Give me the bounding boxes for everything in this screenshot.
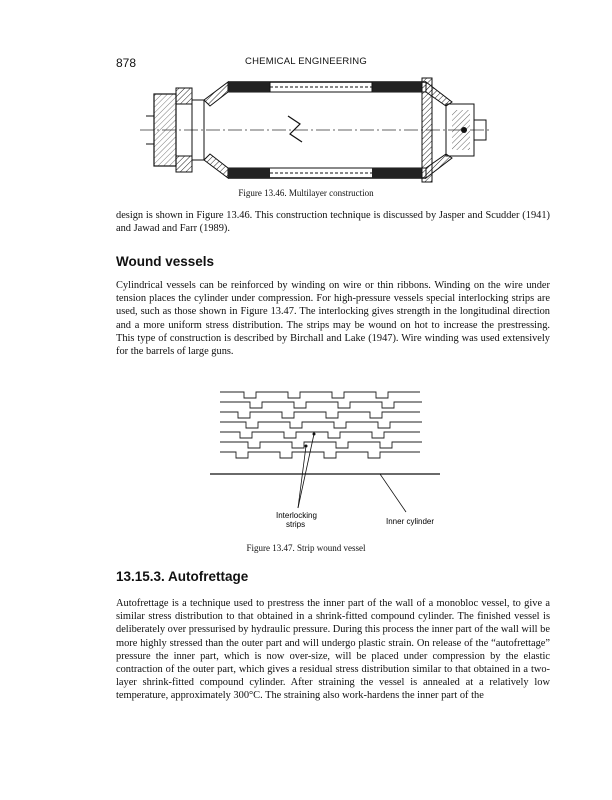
figure-caption-1346: Figure 13.46. Multilayer construction <box>238 188 374 198</box>
heading-wound-vessels: Wound vessels <box>116 254 215 269</box>
page-number: 878 <box>116 56 137 70</box>
layer-band-left <box>228 82 270 92</box>
heading-autofrettage: 13.15.3. Autofrettage <box>116 569 249 584</box>
paragraph-autofrettage: Autofrettage is a technique used to prestress the inner part of the wall of a monobloc vessel, to give a similar stress distribution to that obtained in a shrink-fitted compound cylinder. The finished vessel is deliberately over pressurised by hydraulic pressure. During this process the inner part of the wall will be more highly stressed than the outer part and will undergo plastic strain. On release of the “autofrettage” pressure the inner part, which is now over-size, will be placed under compression by the elastic contraction of the outer part, which gives a residual stress distribution similar to that obtained in a two-layer shrink-fitted compound cylinder. After straining the vessel is annealed at a relatively low temperature, approximately 300°C. The straining also work-hardens the inner part of the <box>116 598 550 702</box>
label-inner-cylinder: Inner cylinder <box>386 517 435 526</box>
label-strips: strips <box>286 520 306 529</box>
figure-strip-wound-vessel <box>210 384 446 534</box>
page-header <box>0 56 612 70</box>
leader-inner-cylinder <box>380 474 406 512</box>
paragraph-intro: design is shown in Figure 13.46. This construction technique is discussed by Jasper and Scudder (1941) and Jawad and Farr (1989). <box>116 210 550 235</box>
figure-caption-1347: Figure 13.47. Strip wound vessel <box>246 543 366 553</box>
label-interlocking: Interlocking <box>276 511 317 520</box>
break-mark <box>288 116 302 142</box>
interlocking-strip-layers <box>220 392 422 458</box>
running-title: CHEMICAL ENGINEERING <box>245 56 367 67</box>
left-cone <box>204 82 228 106</box>
layer-band-right <box>372 82 422 92</box>
figure-multilayer-vessel <box>140 76 492 184</box>
paragraph-wound-vessels: Cylindrical vessels can be reinforced by winding on wire or thin ribbons. Winding on the wire under tension places the cylinder under compression. For high-pressure vessels special interlocking strips are used, such as those shown in Figure 13.47. The interlocking gives strength in the longitudinal direction and a more uniform stress distribution. The strips may be wound on hot to increase the prestressing. This type of construction is described by Birchall and Lake (1947). Wire winding was used extensively for the barrels of large guns. <box>116 280 550 358</box>
